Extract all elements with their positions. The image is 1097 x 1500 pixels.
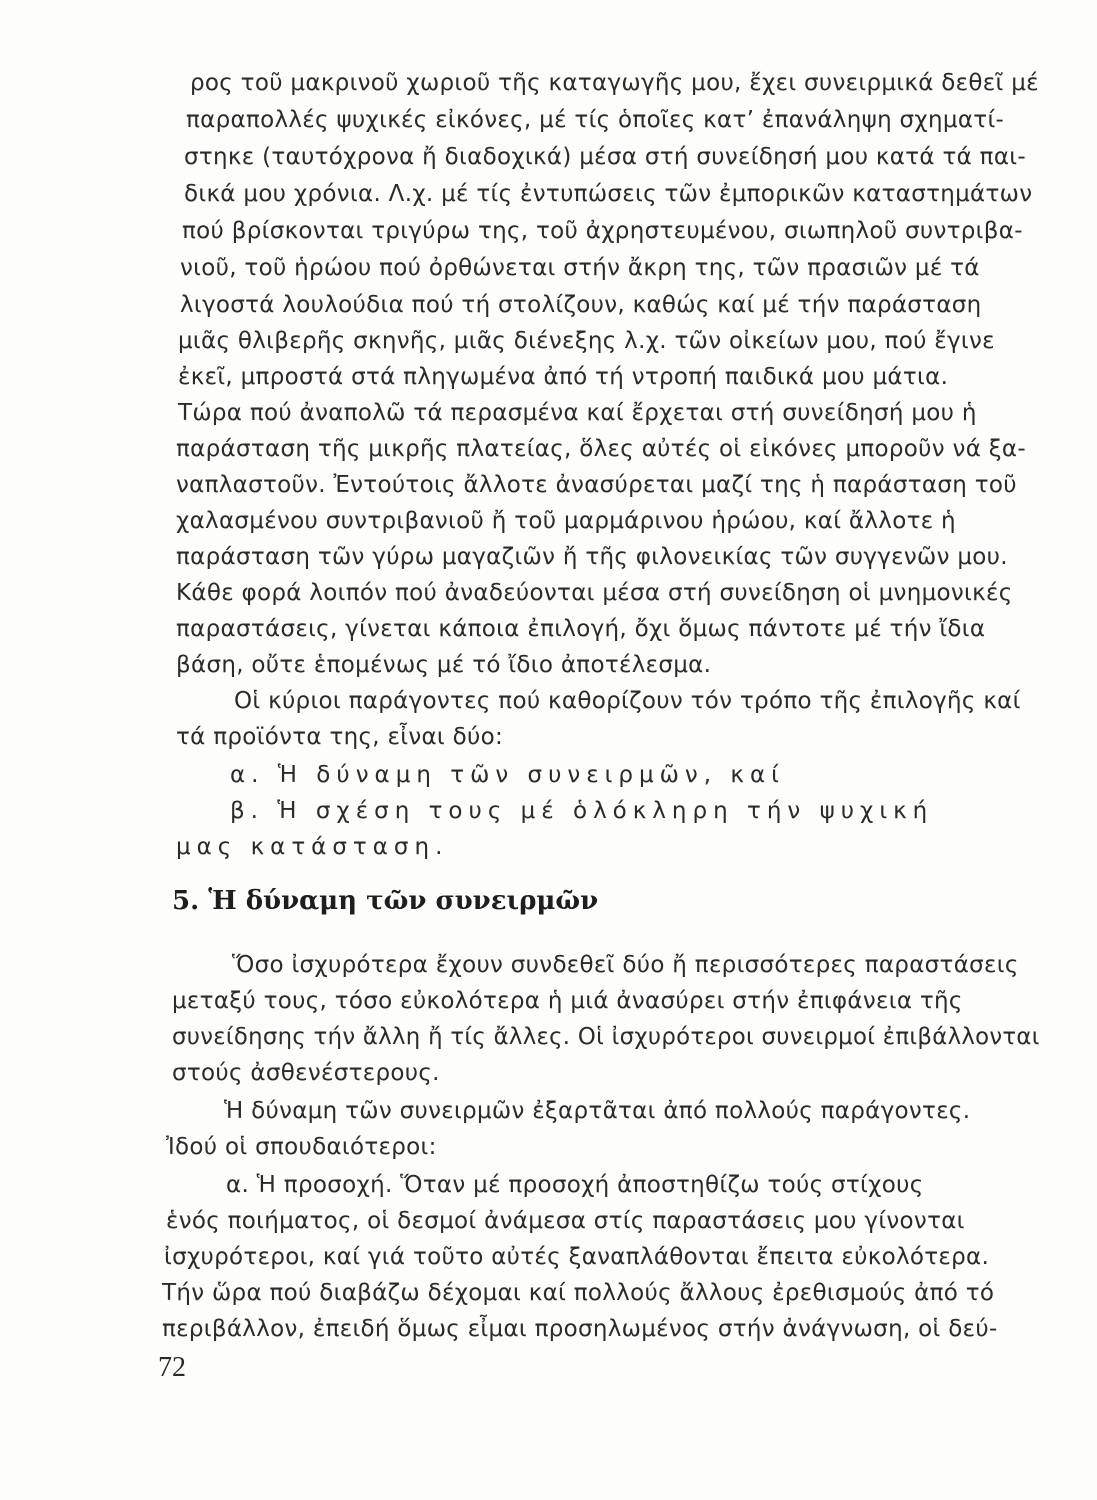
- text-line: ἐκεῖ, μπροστά στά πληγωμένα ἀπό τή ντροπή παιδικά μου μάτια.: [178, 364, 949, 390]
- text-line: Ἡ δύναμη τῶν συνειρμῶν ἐξαρτᾶται ἀπό πολλούς παράγοντες.: [224, 1098, 971, 1124]
- text-line: παράσταση τῶν γύρω μαγαζιῶν ἤ τῆς φιλονεικίας τῶν συγγενῶν μου.: [176, 544, 1008, 570]
- text-line: περιβάλλον, ἐπειδή ὅμως εἶμαι προσηλωμένος στήν ἀνάγνωση, οἱ δεύ-: [162, 1316, 998, 1342]
- text-line: παραπολλές ψυχικές εἰκόνες, μέ τίς ὁποῖες κατ’ ἐπανάληψη σχηματί-: [186, 107, 1005, 133]
- text-line: ἑνός ποιήματος, οἱ δεσμοί ἀνάμεσα στίς παραστάσεις μου γίνονται: [166, 1208, 965, 1234]
- text-line: τά προϊόντα της, εἶναι δύο:: [176, 724, 504, 750]
- enumerated-item-b-cont: μας κατάσταση.: [176, 834, 449, 860]
- text-line: α. Ἡ προσοχή. Ὅταν μέ προσοχή ἀποστηθίζω τούς στίχους: [226, 1172, 924, 1198]
- text-line: συνείδησης τήν ἄλλη ἤ τίς ἄλλες. Οἱ ἰσχυρότεροι συνειρμοί ἐπιβάλλονται: [172, 1024, 1040, 1050]
- text-line: παράσταση τῆς μικρῆς πλατείας, ὅλες αὐτές οἱ εἰκόνες μποροῦν νά ξα-: [176, 436, 1026, 462]
- text-line: πού βρίσκονται τριγύρω της, τοῦ ἀχρηστευμένου, σιωπηλοῦ συντριβα-: [182, 218, 1023, 244]
- text-line: παραστάσεις, γίνεται κάποια ἐπιλογή, ὄχι ὅμως πάντοτε μέ τήν ἴδια: [176, 616, 986, 642]
- text-line: βάση, οὔτε ἑπομένως μέ τό ἴδιο ἀποτέλεσμα.: [176, 652, 712, 678]
- text-line: νιοῦ, τοῦ ἡρώου πού ὀρθώνεται στήν ἄκρη της, τῶν πρασιῶν μέ τά: [180, 255, 980, 281]
- section-heading: 5. Ἡ δύναμη τῶν συνειρμῶν: [172, 886, 599, 916]
- text-line: Οἱ κύριοι παράγοντες πού καθορίζουν τόν τρόπο τῆς ἐπιλογῆς καί: [234, 688, 1021, 714]
- text-line: μεταξύ τους, τόσο εὐκολότερα ἡ μιά ἀνασύρει στήν ἐπιφάνεια τῆς: [172, 988, 963, 1014]
- text-line: χαλασμένου συντριβανιοῦ ἤ τοῦ μαρμάρινου ἡρώου, καί ἄλλοτε ἡ: [176, 508, 956, 534]
- text-line: ἰσχυρότεροι, καί γιά τοῦτο αὐτές ξαναπλάθονται ἔπειτα εὐκολότερα.: [164, 1244, 990, 1270]
- text-line: δικά μου χρόνια. Λ.χ. μέ τίς ἐντυπώσεις τῶν ἐμπορικῶν καταστημάτων: [184, 181, 1033, 207]
- text-line: μιᾶς θλιβερῆς σκηνῆς, μιᾶς διένεξης λ.χ. τῶν οἰκείων μου, πού ἔγινε: [178, 328, 995, 354]
- enumerated-item-a: α. Ἡ δύναμη τῶν συνειρμῶν, καί: [230, 762, 785, 788]
- text-line: Ἰδού οἱ σπουδαιότεροι:: [166, 1134, 437, 1160]
- text-line: Ὅσο ἰσχυρότερα ἔχουν συνδεθεῖ δύο ἤ περισσότερες παραστάσεις: [232, 952, 1019, 978]
- text-line: στηκε (ταυτόχρονα ἤ διαδοχικά) μέσα στή συνείδησή μου κατά τά παι-: [184, 144, 1026, 170]
- text-line: Κάθε φορά λοιπόν πού ἀναδεύονται μέσα στή συνείδηση οἱ μνημονικές: [176, 580, 1013, 606]
- enumerated-item-b: β. Ἡ σχέση τους μέ ὁλόκληρη τήν ψυχική: [230, 798, 934, 824]
- text-line: Τώρα πού ἀναπολῶ τά περασμένα καί ἔρχεται στή συνείδησή μου ἡ: [178, 400, 977, 426]
- text-line: Τήν ὥρα πού διαβάζω δέχομαι καί πολλούς ἄλλους ἐρεθισμούς ἀπό τό: [162, 1280, 995, 1306]
- text-line: στούς ἀσθενέστερους.: [172, 1060, 440, 1086]
- text-line: λιγοστά λουλούδια πού τή στολίζουν, καθώς καί μέ τήν παράσταση: [180, 292, 982, 318]
- page-number: 72: [158, 1352, 186, 1383]
- text-line: ρος τοῦ μακρινοῦ χωριοῦ τῆς καταγωγῆς μου, ἔχει συνειρμικά δεθεῖ μέ: [190, 70, 1039, 96]
- text-line: ναπλαστοῦν. Ἐντούτοις ἄλλοτε ἀνασύρεται μαζί της ἡ παράσταση τοῦ: [176, 472, 1017, 498]
